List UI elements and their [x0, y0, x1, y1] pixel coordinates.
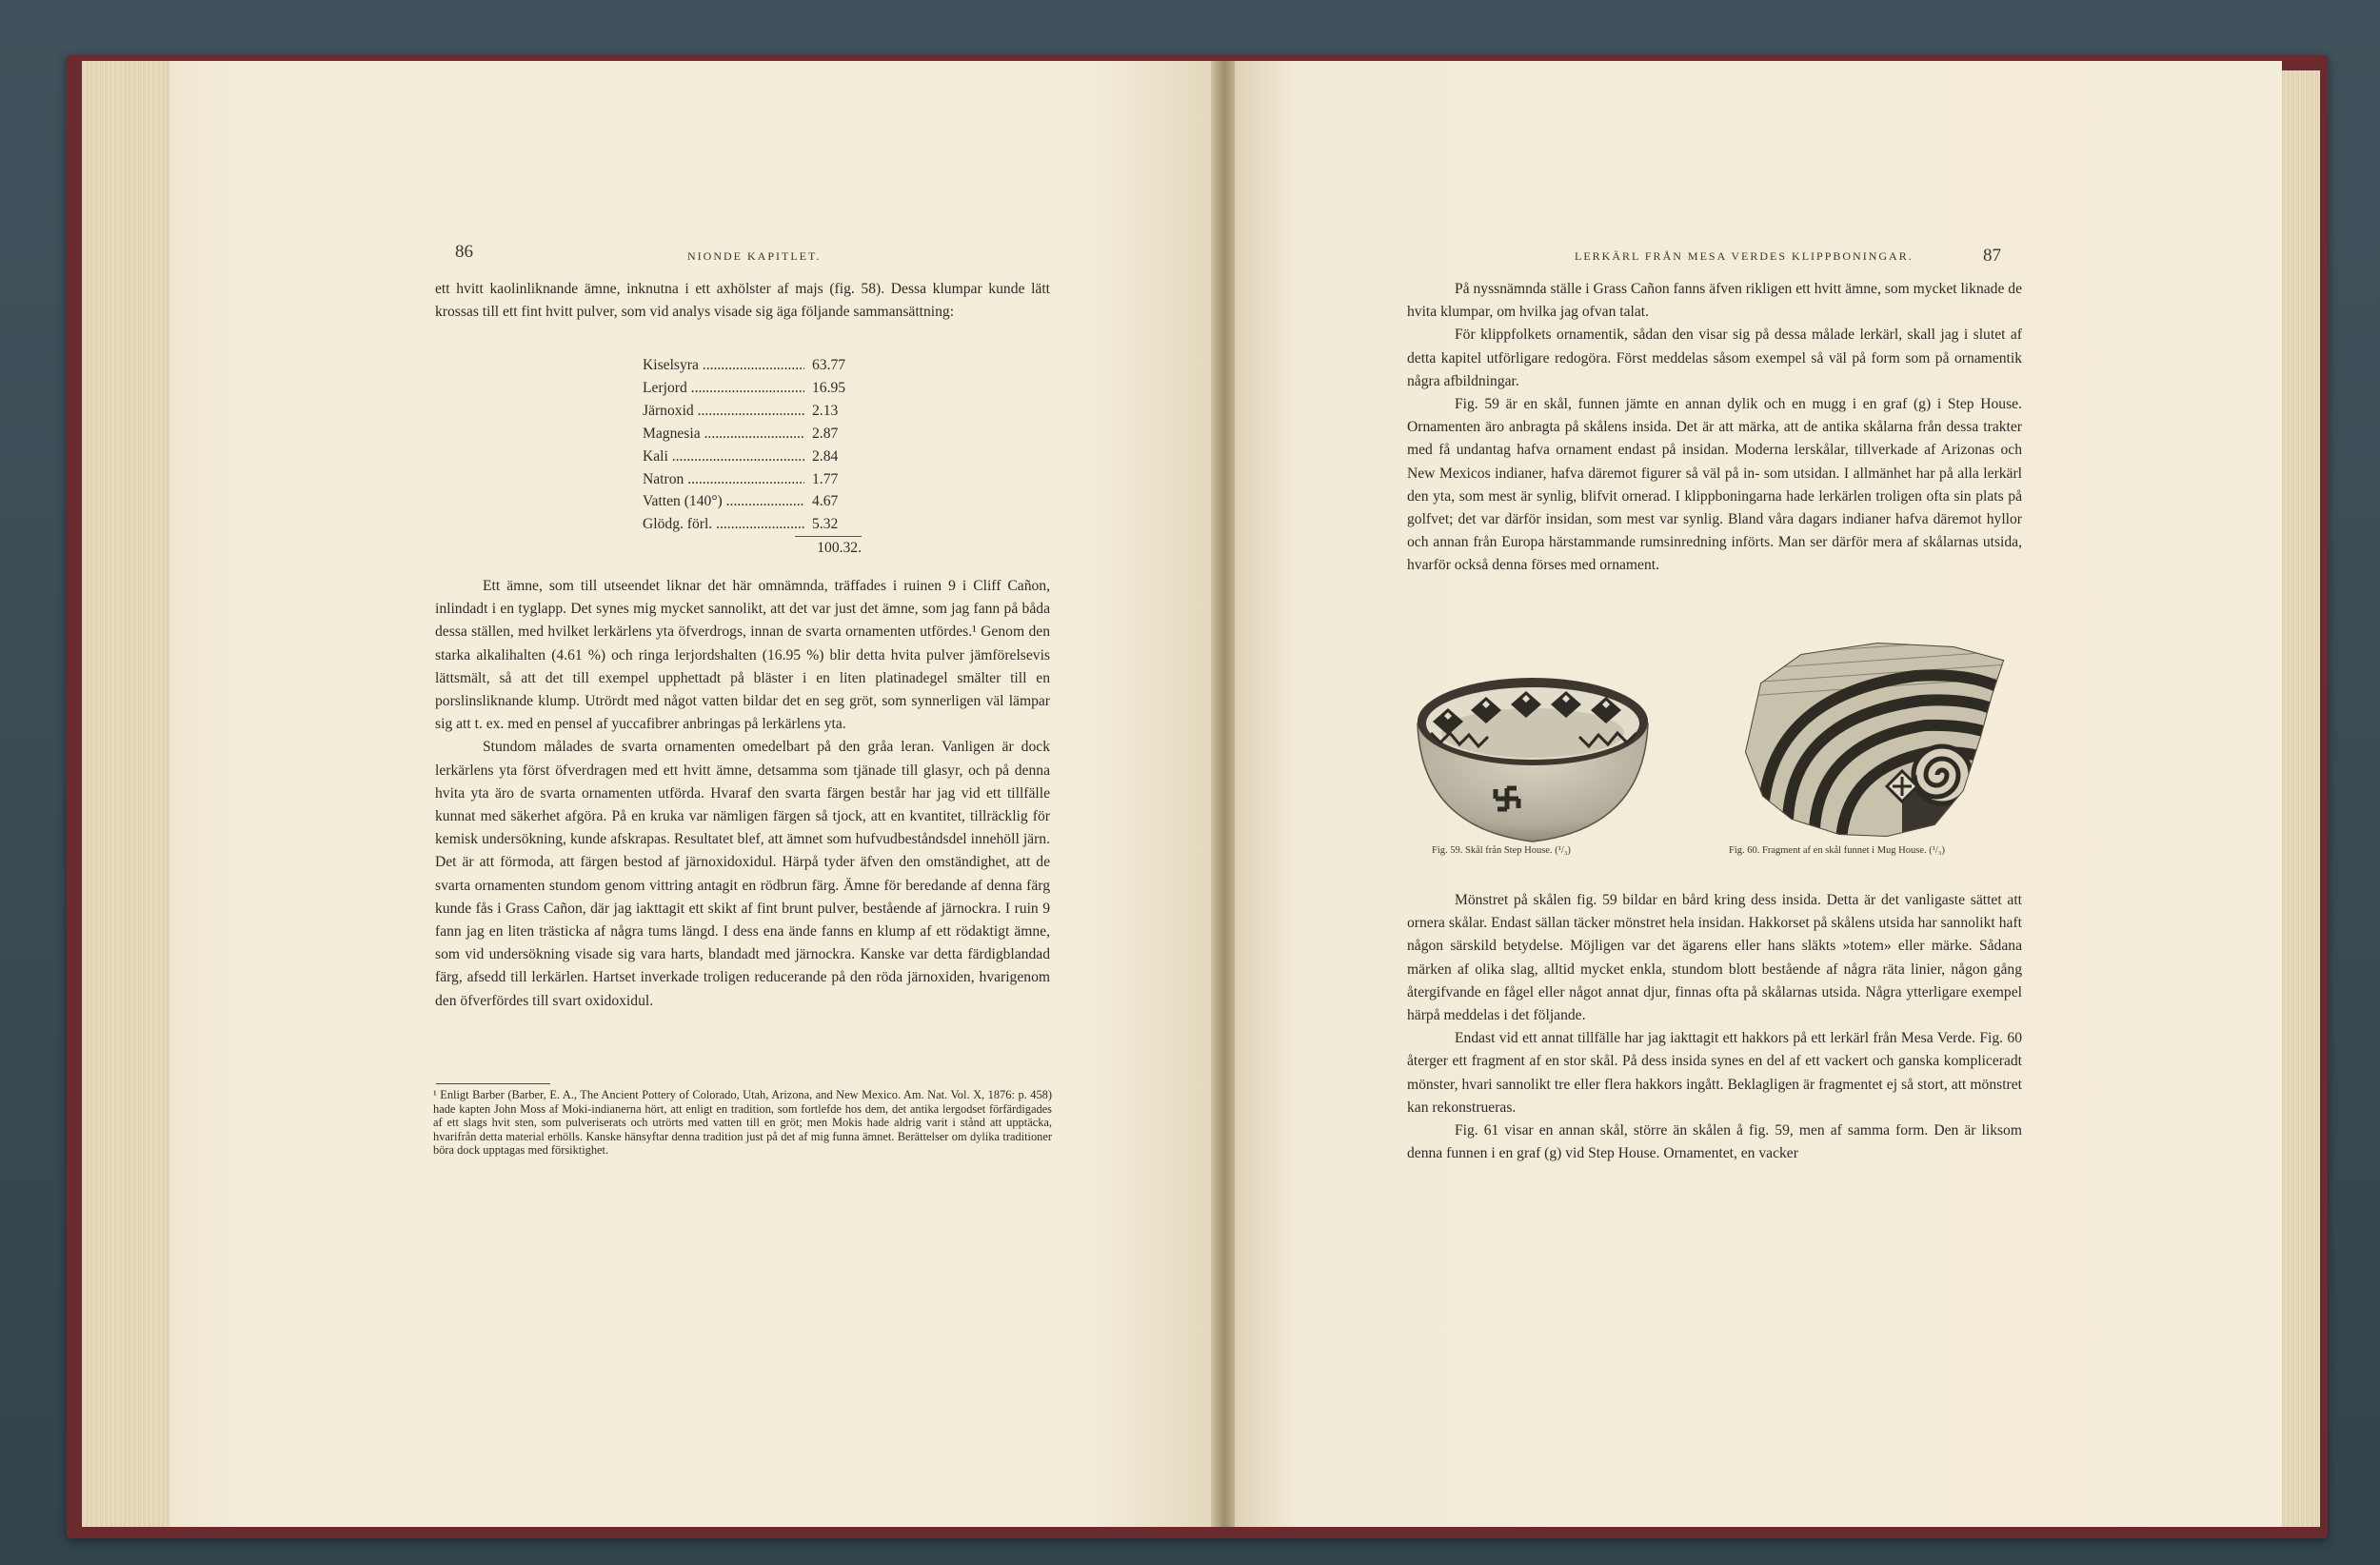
composition-row: [643, 423, 862, 446]
left-page-number: 86: [455, 242, 473, 262]
fig60-caption: Fig. 60. Fragment af en skål funnet i Mug House. (¹/₃): [1729, 845, 1945, 856]
composition-total: 100.32.: [795, 536, 862, 560]
composition-name: Natron .....: [643, 468, 804, 491]
composition-name: Järnoxid .....: [643, 400, 804, 423]
left-body-text: [435, 575, 1050, 1013]
composition-value: 2.84: [812, 447, 839, 465]
fig59-bowl-illustration: [1412, 666, 1654, 847]
left-paragraph-2: Stundom målades de svarta ornamenten omedelbart på den gråa leran. Vanligen är dock lerkärlens yta först öfverdragen med ett hvitt ämne, detsamma som tjänade till glasyr, och på denna hvita yta äro de svarta ornamenten utförda. Hvaraf den svarta färgen består har jag vid ett tillfälle kunnat med säkerhet afgöra. På en kruka var nämligen färgen så tjock, att en kvantitet, tillräcklig för kemisk undersökning, kunde afskrapas. Resultatet blef, att ämnet som hufvudbeståndsdel innehöll järn. Det är att förmoda, att färgen bestod af järnoxidoxidul. Härpå tyder äfven den omständighet, att de svarta ornamenten stundom genom vittring antagit en rödbrun färg. Ämne för beredande af denna färg kunde fås i Grass Cañon, där jag iakttagit ett skikt af fint brunt pulver, bestående af järnockra. I ruin 9 fann jag en liten trästicka af några tums längd. I dess ena ände fanns en klump af ett rödaktigt ämne, som vid undersökning visade sig vara harts, blandadt med järnockra. Kanske var detta färdigblandad färg, afsedd till lerkärlen. Hartset inverkade troligen reducerande på den röda järnoxiden, hvarigenom den öfverfördes till svart oxidoxidul.: [435, 739, 1050, 1009]
composition-name: Magnesia .....: [643, 423, 804, 446]
right-paragraph-1: På nyssnämnda ställe i Grass Cañon fanns äfven rikligen ett hvitt ämne, som mycket liknade de hvita klumpar, om hvilka jag ofvan talat.: [1407, 281, 2022, 321]
right-bottom-text: [1407, 889, 2022, 1165]
fig60-fragment-illustration: [1735, 638, 2009, 840]
right-paragraph-2: För klippfolkets ornamentik, sådan den visar sig på dessa målade lerkärl, skall jag i slutet af detta kapitel utförligare redogöra. Först meddelas såsom exempel så väl på form som på ornamentik några afbildningar.: [1407, 327, 2022, 389]
composition-row: [643, 513, 862, 536]
composition-row: [643, 377, 862, 400]
composition-value: 4.67: [812, 493, 839, 510]
left-running-head: NIONDE KAPITLET.: [687, 249, 822, 263]
composition-value: 63.77: [812, 357, 846, 373]
composition-row: [643, 446, 862, 468]
left-intro-paragraph: ett hvitt kaolinliknande ämne, inknutna i ett axhölster af majs (fig. 58). Dessa klumpar kunde lätt krossas till ett fint hvitt pulver, som vid analys visade sig äga följande sammansättning:: [435, 281, 1050, 321]
left-paragraph-1: Ett ämne, som till utseendet liknar det här omnämnda, träffades i ruinen 9 i Cliff Cañon, inlindadt i en tyglapp. Det synes mig mycket sannolikt, att det var just det ämne, som jag fann på båda dessa ställen, med hvilket lerkärlens yta öfverdrogs, innan de svarta ornamenten utfördes.¹ Genom den starka alkalihalten (4.61 %) och ringa lerjordshalten (16.95 %) blir detta hvita pulver jämförelsevis lättsmält, så att det till exempel upphettadt på bläster i en liten platinadegel smälter till en porslinsliknande klump. Utrördt med något vatten bildar det en seg gröt, som synnerligen väl lämpar sig att t. ex. med en pensel af yuccafibrer anbringas på lerkärlens yta.: [435, 578, 1050, 733]
right-paragraph-5: Endast vid ett annat tillfälle har jag iakttagit ett hakkors på ett lerkärl från Mesa Verde. Fig. 60 återger ett fragment af en stor skål. På dess insida synes en del af ett vackert och ganska kompliceradt mönster, hvari sannolikt tre eller flera hakkors ingått. Beklagligen är fragmentet ej så stort, att mönstret kan rekonstrueras.: [1407, 1030, 2022, 1116]
composition-value: 1.77: [812, 470, 839, 487]
composition-value: 2.13: [812, 402, 839, 419]
page-edges-right: [2278, 70, 2320, 1527]
right-top-text: [1407, 278, 2022, 578]
composition-row: [643, 490, 862, 513]
page-edges-left: [82, 61, 173, 1527]
right-running-head: LERKÄRL FRÅN MESA VERDES KLIPPBONINGAR.: [1575, 249, 1914, 263]
right-page-number: 87: [1983, 246, 2001, 266]
right-paragraph-4: Mönstret på skålen fig. 59 bildar en bård kring dess insida. Detta är det vanligaste sättet att ornera skålar. Endast sällan täcker mönstret hela insidan. Hakkorset på skålens utsida har sannolikt haft någon särskild betydelse. Möjligen var det ägarens eller hans släkts »totem» eller märke. Sådana märken af olika slag, alltid mycket enkla, stundom blott bestående af några räta linier, någon gång återgifvande en fågel eller något annat djur, finnas ofta på skålarnas utsida. Några ytterligare exempel härpå meddelas i det följande.: [1407, 892, 2022, 1024]
left-intro-text: [435, 278, 1050, 324]
footnote-rule: [436, 1083, 550, 1084]
composition-row: [643, 468, 862, 491]
composition-row: [643, 354, 862, 377]
composition-name: Lerjord .....: [643, 377, 804, 400]
composition-value: 16.95: [812, 379, 846, 396]
composition-name: Kiselsyra .....: [643, 354, 804, 377]
composition-row: [643, 400, 862, 423]
composition-table: [643, 354, 862, 560]
composition-value: 2.87: [812, 425, 839, 442]
composition-name: Vatten (140°) .....: [643, 490, 804, 513]
left-footnote: ¹ Enligt Barber (Barber, E. A., The Ancient Pottery of Colorado, Utah, Arizona, and New Mexico. Am. Nat. Vol. X, 1876: p. 458) hade kapten John Moss af Moki-indianerna hört, att enligt en tradition, som fortlefde hos dem, det antika lergodset förfärdigades af ett slags hvit sten, som pulveriserats och utrörts med vatten till en gröt; men Mokis hade aldrig varit i stånd att upptäcka, hvarifrån detta material erhölls. Kanske hänsyftar denna tradition just på det af mig funna ämnet. Berättelser om dylika traditioner böra dock upptagas med försiktighet.: [433, 1088, 1052, 1158]
fig59-caption: Fig. 59. Skål från Step House. (¹/₃): [1432, 845, 1571, 856]
right-paragraph-3: Fig. 59 är en skål, funnen jämte en annan dylik och en mugg i en graf (g) i Step House. Ornamenten äro anbragta på skålens insida. Det är att märka, att de antika skålarna från dessa trakter med få undantag hafva ornament endast på insidan. Moderna lerskålar, tillverkade af Arizonas och New Mexicos indianer, hafva däremot figurer så väl på in- som utsidan. I allmänhet har på alla lerkärl den yta, som mest är synlig, blifvit ornerad. I klippboningarna hade lerkärlen troligen ofta sin plats på golfvet; det var därför insidan, som mest var synlig. Bland våra dagars indianer hafva däremot hyllor och annan från Europa härstammande rumsinredning införts. Man ser därför mera af skålarnas utsida, hvarför också denna förses med ornament.: [1407, 396, 2022, 574]
composition-name: Glödg. förl. .....: [643, 513, 804, 536]
book-gutter: [1211, 61, 1238, 1527]
composition-name: Kali .....: [643, 446, 804, 468]
composition-value: 5.32: [812, 516, 839, 533]
right-paragraph-6: Fig. 61 visar en annan skål, större än skålen å fig. 59, men af samma form. Den är liksom denna funnen i en graf (g) vid Step House. Ornamentet, en vacker: [1407, 1122, 2022, 1162]
